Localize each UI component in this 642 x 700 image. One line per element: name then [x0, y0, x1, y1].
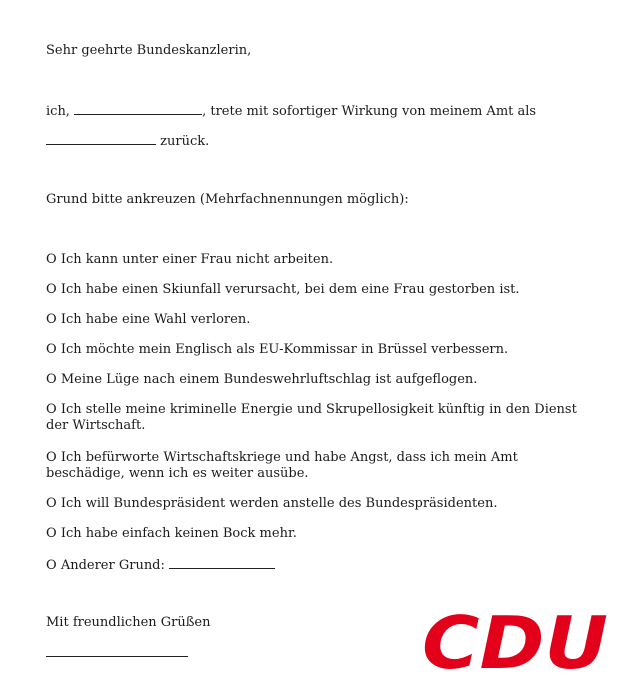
reason-item[interactable]	[46, 526, 297, 542]
reason-item[interactable]	[46, 282, 520, 298]
checkbox-marker[interactable]: O	[46, 526, 57, 541]
intro-line-2	[46, 132, 209, 150]
other-reason-blank-field[interactable]	[169, 556, 275, 569]
name-blank-field[interactable]	[74, 102, 202, 115]
cdu-logo-text: CDU	[422, 612, 608, 674]
reason-text: Ich will Bundespräsident werden anstelle des Bundespräsidenten.	[60, 496, 498, 511]
reason-item[interactable]	[46, 402, 586, 434]
checkbox-marker[interactable]: O	[46, 342, 57, 357]
reason-item[interactable]	[46, 496, 497, 512]
reason-text: Ich habe einen Skiunfall verursacht, bei dem eine Frau gestorben ist.	[60, 282, 520, 297]
reason-text: Ich befürworte Wirtschaftskriege und habe Angst, dass ich mein Amt beschädige, wenn ich es weiter ausübe.	[46, 450, 518, 481]
salutation: Sehr geehrte Bundeskanzlerin,	[46, 43, 252, 58]
checkbox-marker[interactable]: O	[46, 372, 57, 387]
checkbox-marker[interactable]: O	[46, 282, 57, 297]
checkbox-marker[interactable]: O	[46, 450, 57, 465]
reason-item[interactable]	[46, 312, 250, 328]
office-blank-field[interactable]	[46, 132, 156, 145]
intro-middle: , trete mit sofortiger Wirkung von meinem Amt als	[202, 104, 537, 119]
checkbox-marker[interactable]: O	[46, 402, 57, 417]
reason-item[interactable]	[46, 450, 586, 482]
reason-text: Ich kann unter einer Frau nicht arbeiten.	[60, 252, 334, 267]
reason-item[interactable]	[46, 342, 508, 358]
reason-text: Ich habe einfach keinen Bock mehr.	[60, 526, 297, 541]
intro-suffix: zurück.	[160, 134, 210, 149]
signature-line[interactable]	[46, 656, 188, 657]
intro-line-1	[46, 102, 536, 120]
reason-text: Ich stelle meine kriminelle Energie und Skrupellosigkeit künftig in den Dienst der Wirtschaft.	[46, 402, 577, 433]
checkbox-marker[interactable]: O	[46, 312, 57, 327]
reason-text: Anderer Grund:	[60, 558, 165, 573]
intro-prefix: ich,	[46, 104, 70, 119]
instruction: Grund bitte ankreuzen (Mehrfachnennungen möglich):	[46, 192, 409, 207]
closing: Mit freundlichen Grüßen	[46, 615, 211, 630]
reason-item[interactable]	[46, 372, 477, 388]
reason-item[interactable]	[46, 252, 333, 268]
cdu-logo	[420, 612, 610, 674]
checkbox-marker[interactable]: O	[46, 252, 57, 267]
checkbox-marker[interactable]: O	[46, 496, 57, 511]
reason-text: Ich möchte mein Englisch als EU-Kommissar in Brüssel verbessern.	[60, 342, 509, 357]
reason-text: Meine Lüge nach einem Bundeswehrluftschlag ist aufgeflogen.	[60, 372, 478, 387]
reason-text: Ich habe eine Wahl verloren.	[60, 312, 251, 327]
reason-item[interactable]	[46, 556, 275, 574]
checkbox-marker[interactable]: O	[46, 558, 57, 573]
